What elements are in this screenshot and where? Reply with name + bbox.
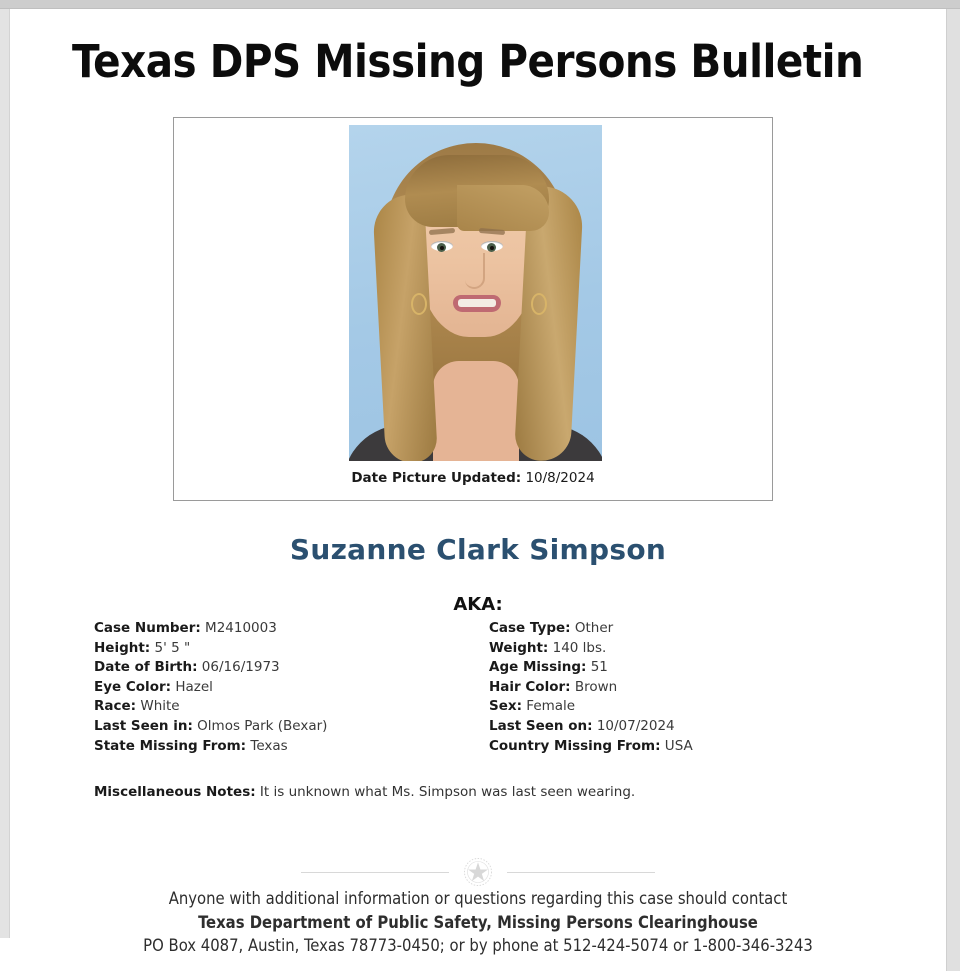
miscellaneous-notes bbox=[94, 784, 894, 800]
detail-value: Olmos Park (Bexar) bbox=[192, 717, 328, 734]
detail-row bbox=[489, 658, 884, 678]
photo-frame bbox=[173, 117, 773, 501]
detail-row bbox=[94, 619, 489, 639]
page-left-margin bbox=[0, 9, 10, 938]
nose bbox=[465, 253, 485, 289]
photo-caption bbox=[174, 470, 772, 486]
detail-label: Race: bbox=[94, 698, 137, 715]
detail-label: Case Type: bbox=[489, 620, 571, 636]
detail-value: Brown bbox=[570, 678, 618, 695]
page-title: Texas DPS Missing Persons Bulletin bbox=[72, 35, 864, 88]
detail-label: Date of Birth: bbox=[94, 659, 198, 676]
misc-notes-value: It is unknown what Ms. Simpson was last seen wearing. bbox=[259, 784, 636, 800]
detail-label: Weight: bbox=[489, 639, 549, 656]
divider-rule-right bbox=[507, 872, 655, 873]
detail-label: Eye Color: bbox=[94, 678, 172, 695]
detail-label: Country Missing From: bbox=[489, 737, 661, 754]
detail-value: 51 bbox=[586, 659, 608, 676]
detail-label: Height: bbox=[94, 639, 151, 656]
window-top-band bbox=[0, 0, 960, 9]
detail-value: Texas bbox=[246, 737, 288, 754]
texas-star-seal-icon bbox=[463, 857, 493, 887]
detail-row bbox=[94, 658, 489, 678]
detail-value: 5' 5 " bbox=[150, 639, 191, 656]
divider bbox=[10, 857, 946, 887]
detail-row bbox=[489, 737, 884, 757]
divider-rule-left bbox=[301, 872, 449, 873]
eye-left bbox=[431, 241, 453, 251]
footer-line-3: PO Box 4087, Austin, Texas 78773-0450; or by phone at 512-424-5074 or 1-800-346-3243 bbox=[143, 936, 813, 955]
earring-left bbox=[411, 293, 427, 315]
detail-row bbox=[489, 697, 884, 717]
detail-label: Sex: bbox=[489, 698, 522, 715]
detail-row bbox=[489, 619, 884, 639]
detail-row bbox=[489, 678, 884, 698]
detail-value: 10/07/2024 bbox=[592, 717, 675, 734]
mouth bbox=[453, 295, 501, 312]
aka-label: AKA: bbox=[453, 594, 503, 615]
detail-label: State Missing From: bbox=[94, 737, 247, 754]
detail-value: Female bbox=[522, 698, 576, 715]
photo-caption-value: 10/8/2024 bbox=[525, 470, 595, 486]
detail-value: 140 lbs. bbox=[548, 639, 607, 656]
neck bbox=[433, 361, 519, 461]
detail-row bbox=[94, 639, 489, 659]
detail-label: Last Seen on: bbox=[489, 717, 593, 734]
details-grid bbox=[94, 619, 884, 756]
detail-row bbox=[94, 678, 489, 698]
hair-fringe bbox=[405, 155, 549, 227]
misc-notes-label: Miscellaneous Notes: bbox=[94, 784, 256, 800]
subject-name: Suzanne Clark Simpson bbox=[289, 533, 667, 566]
footer-line-2: Texas Department of Public Safety, Missing Persons Clearinghouse bbox=[198, 912, 758, 932]
detail-value: M2410003 bbox=[200, 620, 277, 636]
detail-label: Age Missing: bbox=[489, 659, 587, 676]
detail-label: Last Seen in: bbox=[94, 717, 193, 734]
detail-value: 06/16/1973 bbox=[197, 659, 280, 676]
detail-row bbox=[489, 717, 884, 737]
portrait-photo bbox=[349, 125, 602, 461]
details-column-left bbox=[94, 619, 489, 756]
detail-value: White bbox=[136, 698, 180, 715]
detail-value: USA bbox=[660, 737, 693, 754]
details-column-right bbox=[489, 619, 884, 756]
eye-right bbox=[481, 241, 503, 251]
footer-line-1: Anyone with additional information or questions regarding this case should contact bbox=[168, 889, 788, 908]
detail-value: Other bbox=[570, 620, 614, 636]
photo-caption-label: Date Picture Updated: bbox=[351, 470, 522, 486]
bulletin-page bbox=[10, 9, 946, 971]
detail-row bbox=[489, 639, 884, 659]
earring-right bbox=[531, 293, 547, 315]
detail-row bbox=[94, 737, 489, 757]
page-scrollbar-edge[interactable] bbox=[946, 9, 960, 971]
detail-value: Hazel bbox=[171, 678, 213, 695]
detail-label: Case Number: bbox=[94, 620, 201, 636]
detail-row bbox=[94, 717, 489, 737]
footer bbox=[10, 887, 946, 958]
detail-label: Hair Color: bbox=[489, 678, 571, 695]
detail-row bbox=[94, 697, 489, 717]
